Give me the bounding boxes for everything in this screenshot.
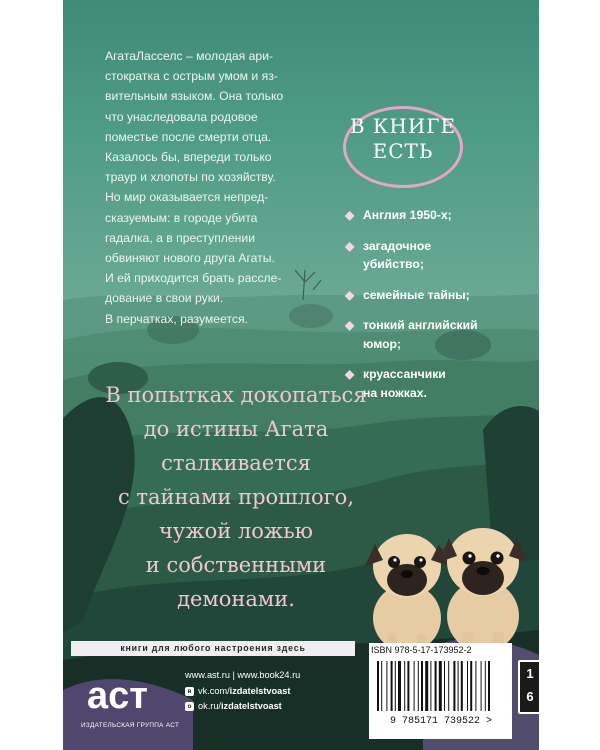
description-line: вительным языком. Она только bbox=[105, 89, 284, 104]
pugs-illustration bbox=[361, 508, 529, 654]
barcode-bar bbox=[414, 661, 415, 711]
quote-line: сталкивается bbox=[161, 451, 311, 475]
vk-icon: в bbox=[185, 687, 194, 696]
barcode-bar bbox=[418, 661, 419, 711]
quote-line: В попытках докопаться bbox=[105, 383, 367, 407]
features-title bbox=[349, 114, 457, 164]
barcode-bar bbox=[404, 661, 405, 711]
barcode-bar bbox=[453, 661, 455, 711]
barcode-bar bbox=[391, 661, 393, 711]
isbn-label: ISBN 978-5-17-173952-2 bbox=[371, 645, 472, 655]
age-rating-digit: 6 bbox=[526, 689, 534, 704]
ok-link[interactable]: о ok.ru/ izdatelstvoast bbox=[185, 699, 300, 715]
pug-right bbox=[439, 528, 527, 652]
features-title-line: В КНИГЕ bbox=[349, 114, 457, 138]
barcode-bar bbox=[458, 661, 459, 711]
barcode-bar bbox=[398, 661, 401, 711]
website-links: www.ast.ru | www.book24.ru bbox=[185, 670, 301, 680]
bullet-icon: ◆ bbox=[345, 318, 355, 332]
barcode-bar bbox=[444, 661, 445, 711]
description-line: гадалка, а в преступлении bbox=[105, 230, 256, 245]
barcode-bar bbox=[395, 661, 396, 711]
barcode-bar bbox=[470, 661, 472, 711]
barcode-digits: 9 785171 739522 > bbox=[389, 716, 493, 725]
barcode-bar bbox=[439, 661, 442, 711]
barcode-bar bbox=[467, 661, 468, 711]
bullet-icon: ◆ bbox=[345, 287, 355, 302]
barcode-bar bbox=[461, 661, 463, 711]
feature-item: ◆ круассанчики на ножках. bbox=[345, 367, 446, 400]
feature-item: ◆ загадочное убийство; bbox=[345, 238, 432, 271]
bullet-icon: ◆ bbox=[345, 208, 355, 222]
barcode-bar bbox=[488, 661, 490, 711]
bullet-icon: ◆ bbox=[345, 367, 355, 381]
barcode-bars bbox=[377, 661, 490, 711]
description-line: сказуемым: в городе убита bbox=[105, 210, 258, 225]
barcode-bar bbox=[485, 661, 486, 711]
age-rating-digit: 1 bbox=[526, 666, 534, 681]
description-line: поместье после смерти отца. bbox=[105, 129, 272, 144]
pull-quote bbox=[81, 378, 391, 616]
quote-line: чужой ложью bbox=[159, 519, 313, 543]
feature-item: ◆ Англия 1950-х; bbox=[345, 206, 515, 225]
logo-text: аст bbox=[87, 675, 148, 717]
publisher-group: ИЗДАТЕЛЬСКАЯ ГРУППА АСТ bbox=[81, 722, 180, 729]
barcode-bar bbox=[475, 661, 476, 711]
bullet-icon: ◆ bbox=[345, 238, 355, 253]
ast-logo bbox=[85, 664, 163, 718]
barcode-bar bbox=[386, 661, 387, 711]
description-line: обвиняют нового друга Агаты. bbox=[105, 251, 275, 266]
description-line: дование в свои руки. bbox=[105, 291, 224, 306]
description-line: траур и хлопоты по хозяйству. bbox=[105, 170, 276, 185]
book-description bbox=[105, 46, 317, 329]
book-back-cover bbox=[63, 0, 539, 750]
publisher-contacts bbox=[185, 668, 300, 715]
ok-icon: о bbox=[185, 702, 194, 711]
barcode-bar bbox=[435, 661, 437, 711]
vk-link[interactable]: в vk.com/ izdatelstvoast bbox=[185, 684, 300, 700]
description-line: Казалось бы, впереди только bbox=[105, 150, 272, 165]
description-line: стократка с острым умом и яз- bbox=[105, 69, 278, 84]
description-line: АгатаЛасселс – молодая ари- bbox=[105, 49, 274, 63]
description-line: В перчатках, разумеется. bbox=[105, 311, 248, 326]
quote-line: демонами. bbox=[177, 587, 295, 611]
description-line: И ей приходится брать рассле- bbox=[105, 271, 282, 286]
isbn-barcode-block bbox=[369, 643, 512, 739]
features-title-line: ЕСТЬ bbox=[372, 139, 434, 163]
barcode bbox=[373, 659, 509, 725]
quote-line: и собственными bbox=[145, 553, 327, 577]
quote-line: до истины Агата bbox=[143, 417, 329, 441]
pug-left bbox=[365, 534, 449, 652]
feature-item: ◆ семейные тайны; bbox=[345, 286, 515, 305]
barcode-bar bbox=[377, 661, 379, 711]
barcode-bar bbox=[430, 661, 431, 711]
barcode-bar bbox=[407, 661, 409, 711]
barcode-bar bbox=[481, 661, 482, 711]
feature-item: ◆ тонкий английский юмор; bbox=[345, 318, 478, 351]
barcode-bar bbox=[448, 661, 449, 711]
barcode-bar bbox=[425, 661, 428, 711]
age-rating-mark bbox=[518, 660, 539, 714]
barcode-bar bbox=[381, 661, 382, 711]
barcode-bar bbox=[421, 661, 423, 711]
description-line: что унаследовала родовое bbox=[105, 109, 258, 124]
description-line: Но мир оказывается непред- bbox=[105, 190, 269, 205]
tagline-banner: книги для любого настроения здесь bbox=[71, 641, 355, 656]
quote-line: с тайнами прошлого, bbox=[117, 485, 354, 509]
